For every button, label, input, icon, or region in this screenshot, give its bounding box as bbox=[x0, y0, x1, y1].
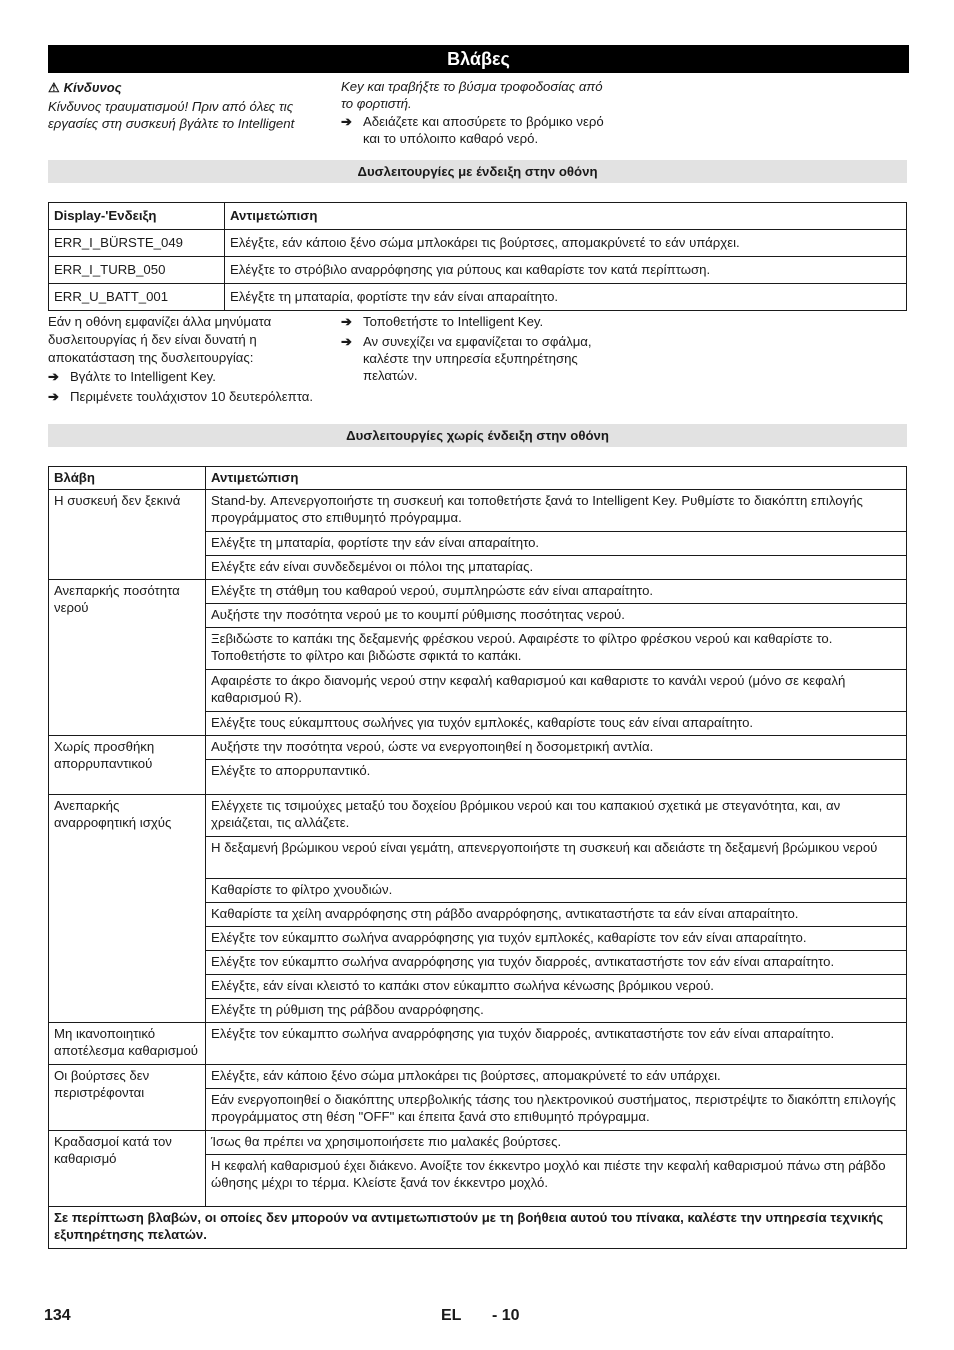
danger-heading: Κίνδυνος bbox=[63, 80, 122, 95]
column-header: Βλάβη bbox=[49, 467, 206, 490]
remedy-cell: Καθαρίστε το φίλτρο χνουδιών. bbox=[206, 879, 907, 903]
arrow-right-icon: ➔ bbox=[341, 314, 353, 329]
table-footer-row bbox=[49, 1207, 907, 1249]
notes-step-text: Τοποθετήστε το Intelligent Key. bbox=[363, 314, 544, 329]
table-row bbox=[49, 580, 907, 604]
sub-page-number: - 10 bbox=[492, 1307, 520, 1324]
table-row bbox=[49, 1131, 907, 1155]
danger-step bbox=[341, 113, 611, 147]
remedy-cell: Ελέγξτε τους εύκαμπτους σωλήνες για τυχόν εμπλοκές, καθαρίστε τους εάν είναι απαραίτητο. bbox=[206, 712, 907, 736]
error-code: ERR_U_BATT_001 bbox=[49, 284, 225, 311]
page-number: 134 bbox=[44, 1307, 71, 1324]
notes-step bbox=[48, 388, 323, 405]
page-title: Βλάβες bbox=[48, 45, 909, 73]
footer-note: Σε περίπτωση βλαβών, οι οποίες δεν μπορούν να αντιμετωπιστούν με τη βοήθεια αυτού του πίνακα, καλέστε την υπηρεσία τεχνικής εξυπηρέτησης πελατών. bbox=[49, 1207, 907, 1249]
notes-intro: Εάν η οθόνη εμφανίζει άλλα μηνύματα δυσλειτουργίας ή δεν είναι δυνατή η αποκατάσταση της δυσλειτουργίας: bbox=[48, 314, 272, 365]
table-header-row bbox=[49, 203, 907, 230]
remedy-cell: Ελέγξτε, εάν κάποιο ξένο σώμα μπλοκάρει τις βούρτσες, απομακρύνετέ το εάν υπάρχει. bbox=[206, 1065, 907, 1089]
remedy-cell: Ελέγξτε τη μπαταρία, φορτίστε την εάν είναι απαραίτητο. bbox=[206, 532, 907, 556]
remedy-cell: Ελέγξτε τον εύκαμπτο σωλήνα αναρρόφησης για τυχόν εμπλοκές, καθαρίστε τον εάν είναι απαραίτητο. bbox=[206, 927, 907, 951]
notes-step-text: Περιμένετε τουλάχιστον 10 δευτερόλεπτα. bbox=[70, 389, 314, 404]
language-code: EL bbox=[441, 1307, 462, 1324]
remedy-cell: Η δεξαμενή βρώμικου νερού είναι γεμάτη, απενεργοποιήστε τη συσκευή και αδειάστε τη δεξαμενή βρώμικου νερού bbox=[206, 837, 907, 879]
remedy-cell: Ελέγχετε τις τσιμούχες μεταξύ του δοχείου βρόμικου νερού και του καπακιού σχετικά με στεγανότητα, και, αν χρειάζεται, τις αλλάζετε. bbox=[206, 795, 907, 837]
table-row bbox=[49, 795, 907, 837]
table-row bbox=[49, 230, 907, 257]
display-faults-table bbox=[48, 202, 907, 311]
column-header: Αντιμετώπιση bbox=[225, 203, 907, 230]
notes-step bbox=[341, 313, 616, 330]
fault-cell: Η συσκευή δεν ξεκινά bbox=[49, 490, 206, 580]
table-row bbox=[49, 490, 907, 532]
other-faults-table bbox=[48, 466, 907, 1249]
error-code: ERR_I_TURB_050 bbox=[49, 257, 225, 284]
table-row bbox=[49, 284, 907, 311]
remedy-cell: Εάν ενεργοποιηθεί ο διακόπτης υπερβολικής τάσης του ηλεκτρονικού συστήματος, περιστρέψτε το διακόπτη επιλογής προγράμματος στη θέση "OFF" και έπειτα ξανά στο επιθυμητό πρόγραμμα. bbox=[206, 1089, 907, 1131]
danger-continued-block bbox=[341, 78, 611, 147]
fault-cell: Οι βούρτσες δεν περιστρέφονται bbox=[49, 1065, 206, 1131]
remedy-cell: Stand-by. Απενεργοποιήστε τη συσκευή και τοποθετήστε ξανά το Intelligent Key. Ρυθμίστε το διακόπτη επιλογής προγράμματος στο επιθυμητό πρόγραμμα. bbox=[206, 490, 907, 532]
remedy-cell: Ίσως θα πρέπει να χρησιμοποιήσετε πιο μαλακές βούρτσες. bbox=[206, 1131, 907, 1155]
column-header: Display-'Ενδειξη bbox=[49, 203, 225, 230]
remedy-cell: Ελέγξτε, εάν κάποιο ξένο σώμα μπλοκάρει τις βούρτσες, απομακρύνετέ το εάν υπάρχει. bbox=[225, 230, 907, 257]
remedy-cell: Η κεφαλή καθαρισμού έχει διάκενο. Ανοίξτε τον έκκεντρο μοχλό και πιέστε την κεφαλή καθαρισμού πάνω στη ράβδο ώθησης μέχρι το τέρμα. Κλείστε ξανά τον έκκεντρο μοχλό. bbox=[206, 1155, 907, 1207]
table-row bbox=[49, 1023, 907, 1065]
danger-continued: Key και τραβήξτε το βύσμα τροφοδοσίας από το φορτιστή. bbox=[341, 79, 603, 111]
table-row bbox=[49, 257, 907, 284]
notes-step-text: Βγάλτε το Intelligent Key. bbox=[70, 369, 216, 384]
notes-left-column bbox=[48, 313, 323, 405]
remedy-cell: Ελέγξτε, εάν είναι κλειστό το καπάκι στον εύκαμπτο σωλήνα κένωσης βρόμικου νερού. bbox=[206, 975, 907, 999]
remedy-cell: Ελέγξτε τον εύκαμπτο σωλήνα αναρρόφησης για τυχόν διαρροές, αντικαταστήστε τον εάν είναι απαραίτητο. bbox=[206, 951, 907, 975]
arrow-right-icon: ➔ bbox=[48, 389, 60, 404]
remedy-cell: Αυξήστε την ποσότητα νερού με το κουμπί ρύθμισης ποσότητας νερού. bbox=[206, 604, 907, 628]
remedy-cell: Ελέγξτε τη ρύθμιση της ράβδου αναρρόφησης. bbox=[206, 999, 907, 1023]
fault-cell: Ανεπαρκής αναρροφητική ισχύς bbox=[49, 795, 206, 1023]
table-row bbox=[49, 1065, 907, 1089]
remedy-cell: Ξεβιδώστε το καπάκι της δεξαμενής φρέσκου νερού. Αφαιρέστε το φίλτρο φρέσκου νερού και καθαρίστε το. Τοποθετήστε το φίλτρο και βιδώστε σφικτά το καπάκι. bbox=[206, 628, 907, 670]
arrow-right-icon: ➔ bbox=[48, 369, 60, 384]
section-title-other-faults: Δυσλειτουργίες χωρίς ένδειξη στην οθόνη bbox=[48, 424, 907, 447]
fault-cell: Χωρίς προσθήκη απορρυπαντικού bbox=[49, 736, 206, 795]
notes-step bbox=[48, 368, 323, 385]
danger-notice bbox=[48, 80, 323, 132]
remedy-cell: Καθαρίστε τα χείλη αναρρόφησης στη ράβδο αναρρόφησης, αντικαταστήστε τα εάν είναι απαραίτητο. bbox=[206, 903, 907, 927]
notes-right-column bbox=[341, 313, 616, 384]
remedy-cell: Ελέγξτε το απορρυπαντικό. bbox=[206, 760, 907, 795]
table-row bbox=[49, 736, 907, 760]
remedy-cell: Ελέγξτε τη μπαταρία, φορτίστε την εάν είναι απαραίτητο. bbox=[225, 284, 907, 311]
remedy-cell: Αφαιρέστε το άκρο διανομής νερού στην κεφαλή καθαρισμού και καθαριστε το κανάλι νερού (μόνο σε κεφαλή καθαρισμού R). bbox=[206, 670, 907, 712]
notes-step bbox=[341, 333, 616, 384]
arrow-right-icon: ➔ bbox=[341, 334, 353, 349]
warning-triangle-icon: ⚠ bbox=[48, 80, 60, 95]
remedy-cell: Αυξήστε την ποσότητα νερού, ώστε να ενεργοποιηθεί η δοσομετρική αντλία. bbox=[206, 736, 907, 760]
error-code: ERR_I_BÜRSTE_049 bbox=[49, 230, 225, 257]
remedy-cell: Ελέγξτε εάν είναι συνδεδεμένοι οι πόλοι της μπαταρίας. bbox=[206, 556, 907, 580]
danger-step-text: Αδειάζετε και αποσύρετε το βρόμικο νερό και το υπόλοιπο καθαρό νερό. bbox=[363, 114, 604, 146]
table-header-row bbox=[49, 467, 907, 490]
fault-cell: Κραδασμοί κατά τον καθαρισμό bbox=[49, 1131, 206, 1207]
arrow-right-icon: ➔ bbox=[341, 114, 353, 129]
section-title-display-faults: Δυσλειτουργίες με ένδειξη στην οθόνη bbox=[48, 160, 907, 183]
fault-cell: Ανεπαρκής ποσότητα νερού bbox=[49, 580, 206, 736]
remedy-cell: Ελέγξτε τον εύκαμπτο σωλήνα αναρρόφησης για τυχόν διαρροές, αντικαταστήστε τον εάν είναι απαραίτητο. bbox=[206, 1023, 907, 1065]
notes-step-text: Αν συνεχίζει να εμφανίζεται το σφάλμα, καλέστε την υπηρεσία εξυπηρέτησης πελατών. bbox=[363, 334, 592, 383]
remedy-cell: Ελέγξτε τη στάθμη του καθαρού νερού, συμπληρώστε εάν είναι απαραίτητο. bbox=[206, 580, 907, 604]
fault-cell: Μη ικανοποιητικό αποτέλεσμα καθαρισμού bbox=[49, 1023, 206, 1065]
danger-text: Κίνδυνος τραυματισμού! Πριν από όλες τις εργασίες στη συσκευή βγάλτε το Intelligent bbox=[48, 99, 295, 131]
remedy-cell: Ελέγξτε το στρόβιλο αναρρόφησης για ρύπους και καθαρίστε τον κατά περίπτωση. bbox=[225, 257, 907, 284]
column-header: Αντιμετώπιση bbox=[206, 467, 907, 490]
